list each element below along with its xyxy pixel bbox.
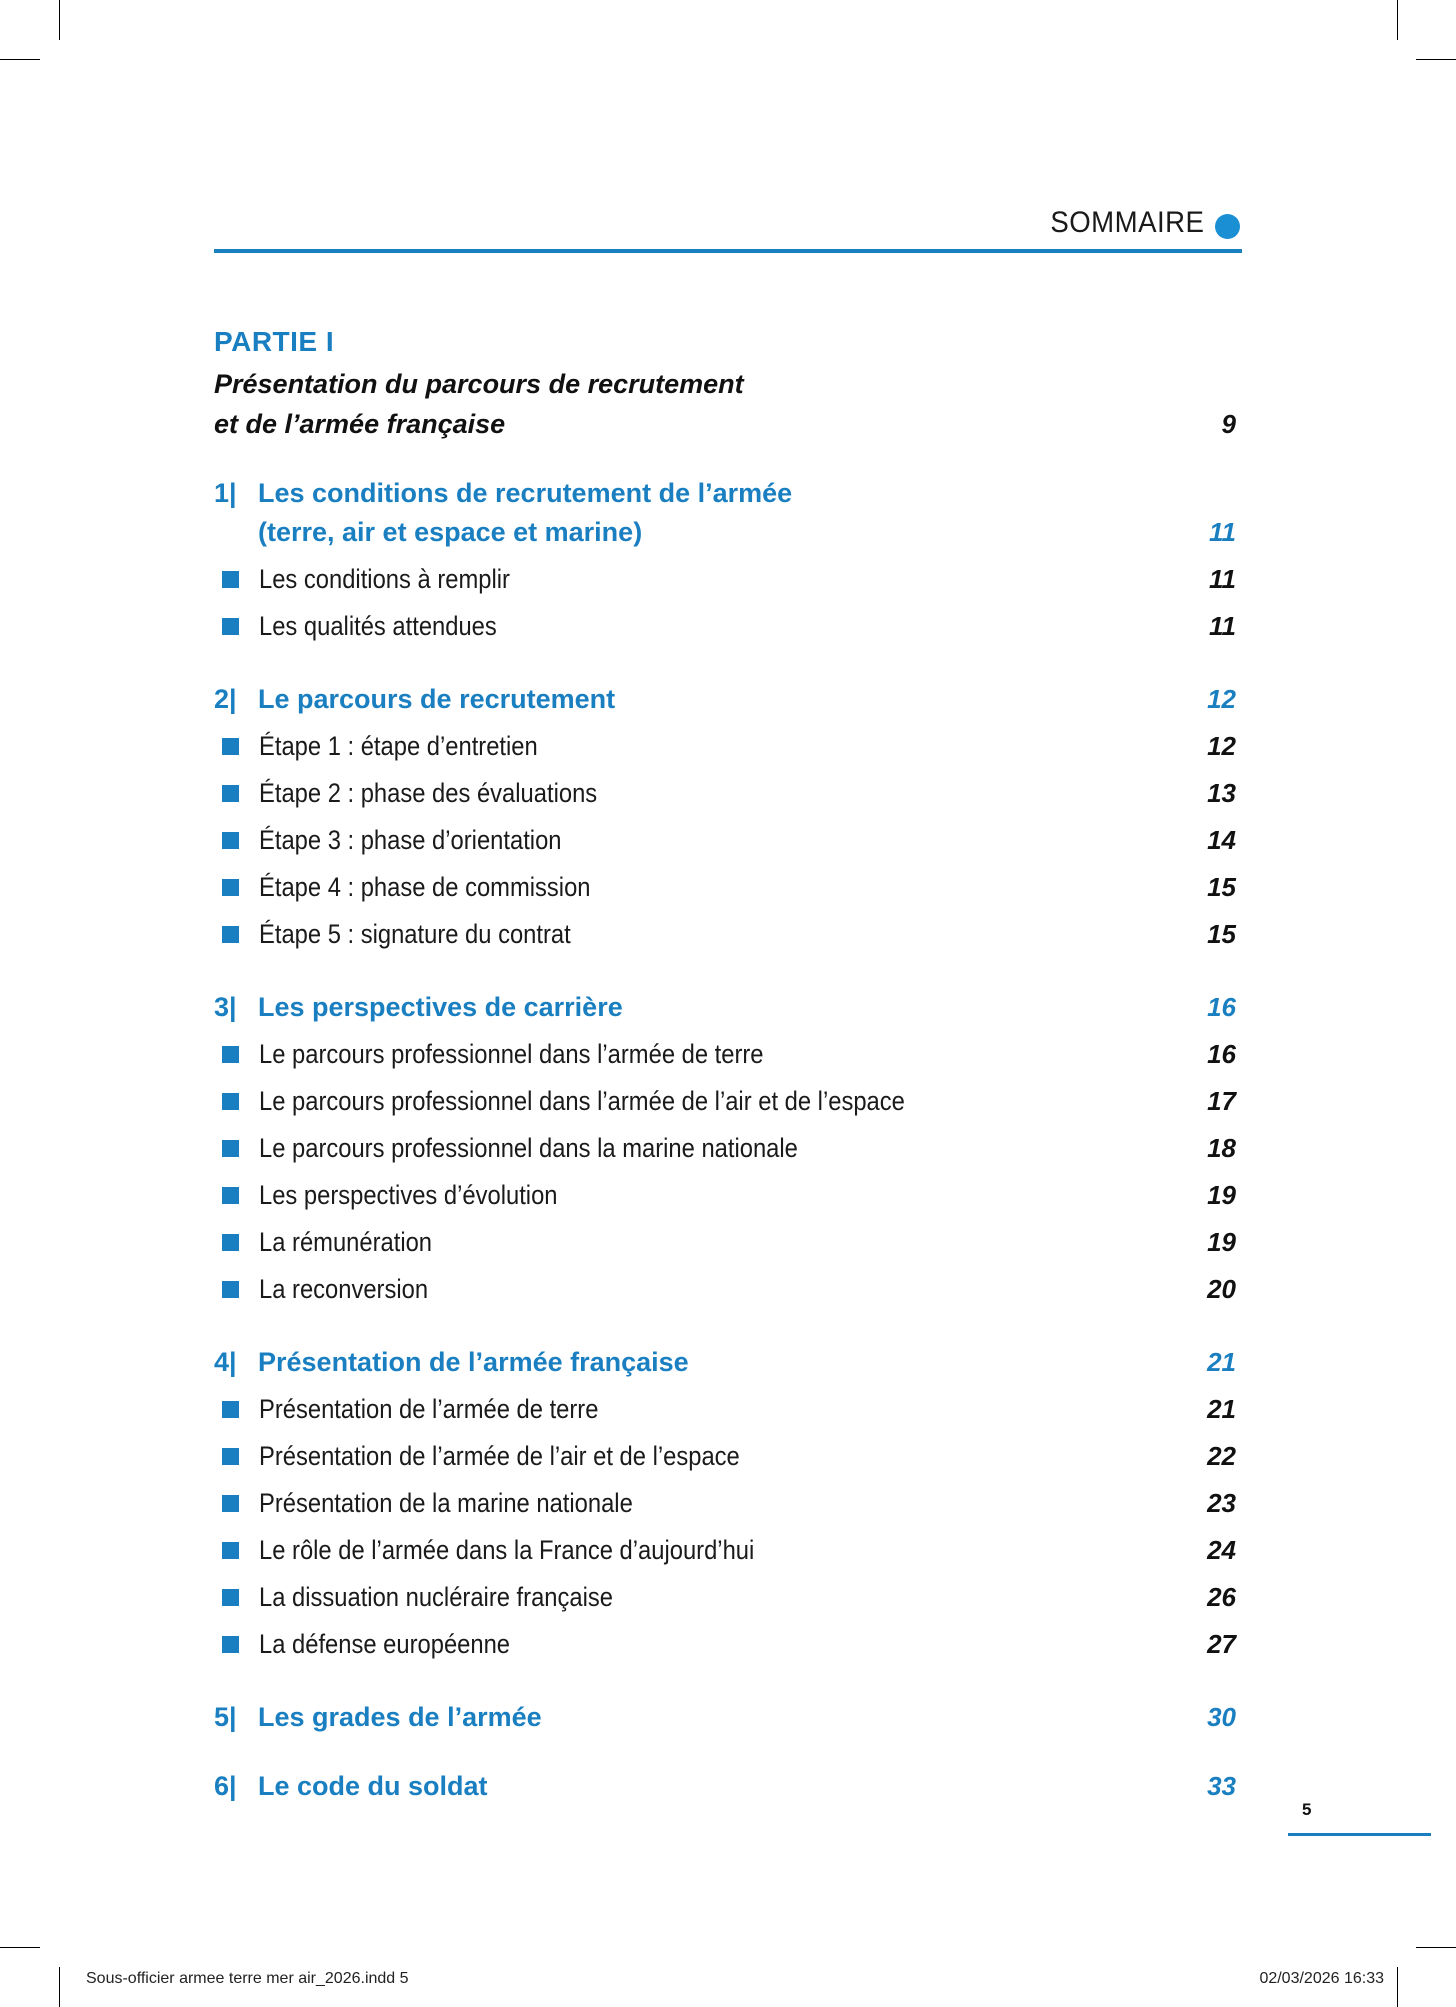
- page-ref: 11: [1209, 564, 1236, 594]
- square-bullet-icon: [222, 1281, 239, 1298]
- header-divider: [214, 249, 1242, 253]
- slug-file-info: Sous-officier armee terre mer air_2026.indd 5: [86, 1970, 409, 1987]
- page-ref: 20: [1207, 1274, 1236, 1304]
- list-item[interactable]: [214, 1219, 1236, 1266]
- list-item[interactable]: [214, 1480, 1236, 1527]
- list-item-label: Présentation de l’armée de terre: [259, 1394, 599, 1424]
- square-bullet-icon: [222, 1636, 239, 1653]
- page-number: 5: [1302, 1800, 1312, 1819]
- list-item[interactable]: [214, 1621, 1236, 1668]
- square-bullet-icon: [222, 785, 239, 802]
- page-ref: 26: [1207, 1582, 1236, 1612]
- page-ref: 22: [1207, 1441, 1236, 1471]
- list-item[interactable]: [214, 723, 1236, 770]
- toc-section: [214, 1343, 1236, 1668]
- page-ref: 11: [1209, 517, 1236, 547]
- list-item-label: Étape 1 : étape d’entretien: [259, 731, 538, 761]
- page-ref: 16: [1207, 1039, 1236, 1069]
- page-ref: 12: [1207, 731, 1236, 761]
- square-bullet-icon: [222, 1187, 239, 1204]
- list-item[interactable]: [214, 603, 1236, 650]
- section-number: 1|: [214, 478, 237, 508]
- list-item[interactable]: [214, 1125, 1236, 1172]
- section-heading[interactable]: [214, 988, 1236, 1027]
- list-item-label: Présentation de l’armée de l’air et de l’espace: [259, 1441, 740, 1471]
- square-bullet-icon: [222, 1401, 239, 1418]
- list-item[interactable]: [214, 1078, 1236, 1125]
- page-ref: 12: [1207, 684, 1236, 714]
- square-bullet-icon: [222, 618, 239, 635]
- list-item[interactable]: [214, 556, 1236, 603]
- section-number: 4|: [214, 1347, 237, 1377]
- crop-mark: [59, 1967, 60, 2007]
- toc-section: [214, 1698, 1236, 1737]
- list-item[interactable]: [214, 1433, 1236, 1480]
- section-heading[interactable]: [214, 1698, 1236, 1737]
- toc-section: [214, 1767, 1236, 1806]
- page-ref: 21: [1207, 1394, 1236, 1424]
- page-ref: 17: [1207, 1086, 1236, 1116]
- section-title-line: Les perspectives de carrière: [258, 992, 623, 1022]
- list-item[interactable]: [214, 1527, 1236, 1574]
- square-bullet-icon: [222, 1046, 239, 1063]
- partie-title: [214, 364, 1236, 444]
- section-heading[interactable]: [214, 474, 1236, 552]
- list-item-label: La rémunération: [259, 1227, 433, 1257]
- square-bullet-icon: [222, 1093, 239, 1110]
- section-number: 2|: [214, 684, 237, 714]
- section-title-line: Le code du soldat: [258, 1771, 488, 1801]
- partie-label: PARTIE I: [214, 326, 335, 357]
- square-bullet-icon: [222, 1495, 239, 1512]
- section-items: [214, 723, 1236, 958]
- square-bullet-icon: [222, 1448, 239, 1465]
- section-number: 3|: [214, 992, 237, 1022]
- page-ref: 18: [1207, 1133, 1236, 1163]
- list-item-label: Les conditions à remplir: [259, 564, 510, 594]
- partie-title-line: et de l’armée française: [214, 409, 506, 439]
- square-bullet-icon: [222, 738, 239, 755]
- list-item-label: Les perspectives d’évolution: [259, 1180, 558, 1210]
- bullet-dot-icon: [1215, 214, 1240, 239]
- square-bullet-icon: [222, 571, 239, 588]
- section-heading[interactable]: [214, 1767, 1236, 1806]
- square-bullet-icon: [222, 1589, 239, 1606]
- section-title-line: Les conditions de recrutement de l’armée: [258, 478, 793, 508]
- list-item-label: Étape 5 : signature du contrat: [259, 919, 571, 949]
- list-item-label: Présentation de la marine nationale: [259, 1488, 633, 1518]
- list-item-label: Étape 3 : phase d’orientation: [259, 825, 562, 855]
- list-item[interactable]: [214, 817, 1236, 864]
- page-ref: 15: [1207, 872, 1236, 902]
- list-item-label: Les qualités attendues: [259, 611, 497, 641]
- list-item[interactable]: [214, 770, 1236, 817]
- page-ref: 9: [1221, 409, 1236, 439]
- page-ref: 14: [1207, 825, 1236, 855]
- section-heading[interactable]: [214, 1343, 1236, 1382]
- page-ref: 19: [1207, 1227, 1236, 1257]
- square-bullet-icon: [222, 926, 239, 943]
- crop-mark: [0, 59, 40, 60]
- crop-mark: [1397, 1967, 1398, 2007]
- list-item[interactable]: [214, 864, 1236, 911]
- list-item-label: Le rôle de l’armée dans la France d’aujourd’hui: [259, 1535, 755, 1565]
- page-ref: 23: [1207, 1488, 1236, 1518]
- list-item-label: Le parcours professionnel dans l’armée de terre: [259, 1039, 764, 1069]
- section-number: 6|: [214, 1771, 237, 1801]
- list-item[interactable]: [214, 1386, 1236, 1433]
- section-title-line: Le parcours de recrutement: [258, 684, 616, 714]
- list-item-label: La défense européenne: [259, 1629, 511, 1659]
- section-title-line: (terre, air et espace et marine): [258, 517, 643, 547]
- page-ref: 21: [1207, 1347, 1236, 1377]
- page-number-rule: [1288, 1833, 1431, 1836]
- list-item-label: Le parcours professionnel dans la marine nationale: [259, 1133, 798, 1163]
- section-heading[interactable]: [214, 680, 1236, 719]
- section-items: [214, 556, 1236, 650]
- page-ref: 11: [1209, 611, 1236, 641]
- page-header: [214, 204, 1242, 252]
- page-ref: 33: [1207, 1771, 1236, 1801]
- square-bullet-icon: [222, 832, 239, 849]
- list-item[interactable]: [214, 1172, 1236, 1219]
- page-ref: 16: [1207, 992, 1236, 1022]
- toc-section: [214, 988, 1236, 1313]
- square-bullet-icon: [222, 1234, 239, 1251]
- section-items: [214, 1386, 1236, 1668]
- crop-mark: [1397, 0, 1398, 40]
- page-ref: 15: [1207, 919, 1236, 949]
- square-bullet-icon: [222, 879, 239, 896]
- page-ref: 27: [1207, 1629, 1236, 1659]
- section-items: [214, 1031, 1236, 1313]
- list-item[interactable]: [214, 911, 1236, 958]
- section-number: 5|: [214, 1702, 237, 1732]
- partie-title-line: Présentation du parcours de recrutement: [214, 369, 744, 399]
- section-title-line: Présentation de l’armée française: [258, 1347, 689, 1377]
- table-of-contents: [214, 320, 1236, 1806]
- list-item-label: Le parcours professionnel dans l’armée de l’air et de l’espace: [259, 1086, 905, 1116]
- crop-mark: [1416, 59, 1456, 60]
- list-item[interactable]: [214, 1574, 1236, 1621]
- page-ref: 24: [1207, 1535, 1236, 1565]
- list-item[interactable]: [214, 1031, 1236, 1078]
- toc-section: [214, 474, 1236, 650]
- header-title: SOMMAIRE: [1050, 206, 1204, 239]
- square-bullet-icon: [222, 1542, 239, 1559]
- square-bullet-icon: [222, 1140, 239, 1157]
- crop-mark: [1416, 1947, 1456, 1948]
- crop-mark: [0, 1947, 40, 1948]
- list-item[interactable]: [214, 1266, 1236, 1313]
- page-ref: 13: [1207, 778, 1236, 808]
- slug-date-info: 02/03/2026 16:33: [1259, 1970, 1384, 1987]
- page-ref: 30: [1207, 1702, 1236, 1732]
- toc-section: [214, 680, 1236, 958]
- section-title-line: Les grades de l’armée: [258, 1702, 542, 1732]
- crop-mark: [59, 0, 60, 40]
- list-item-label: Étape 2 : phase des évaluations: [259, 778, 598, 808]
- page-ref: 19: [1207, 1180, 1236, 1210]
- list-item-label: Étape 4 : phase de commission: [259, 872, 591, 902]
- list-item-label: La reconversion: [259, 1274, 429, 1304]
- list-item-label: La dissuation nucléraire française: [259, 1582, 613, 1612]
